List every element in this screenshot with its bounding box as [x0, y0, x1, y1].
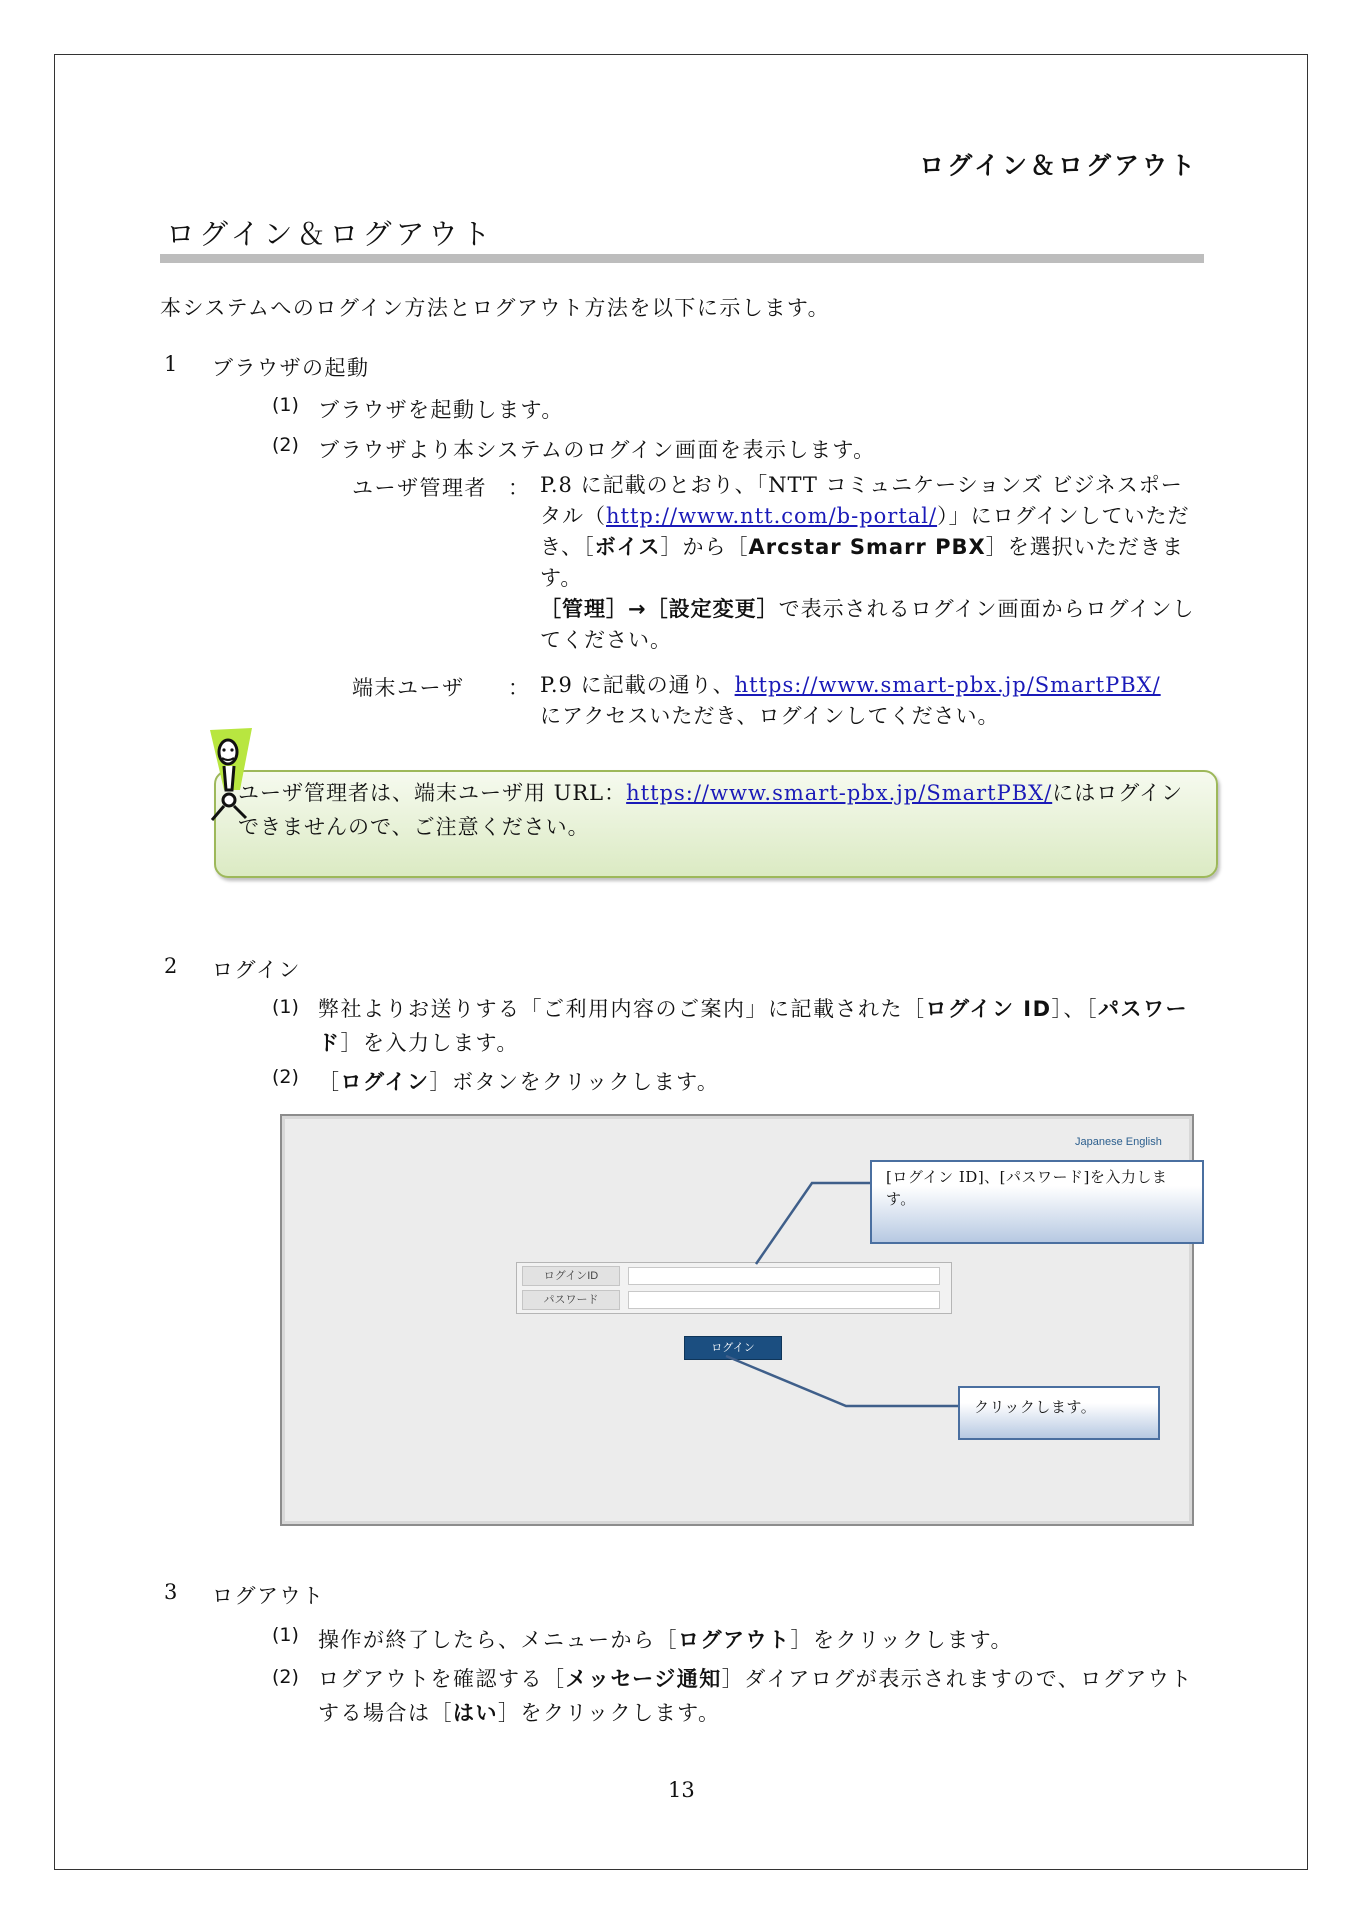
step3-text-4: ］ダイアログが表示されますので、ログアウトする場合は［ [318, 1667, 1193, 1725]
step1-item2-text: ブラウザより本システムのログイン画面を表示します。 [318, 438, 876, 462]
step2-text-1: 弊社よりお送りする「ご利用内容のご案内」に記載された［ [318, 997, 926, 1021]
step3-bold-yes: はい [453, 1701, 498, 1725]
note-text-2: にはログインできませんので、ご注意ください。 [238, 781, 1184, 839]
step2-text-2: ］、［ [1051, 997, 1099, 1021]
terminal-label: 端末ユーザ [352, 676, 465, 700]
step3-text-5: ］をクリックします。 [498, 1701, 721, 1725]
step1-number: 1 [164, 352, 178, 376]
step2-text-3: ］を入力します。 [340, 1031, 519, 1055]
step2-text-4: ［ [318, 1070, 341, 1094]
step3-bold-logout: ログアウト [678, 1628, 791, 1652]
step2-item1-number: (1) [272, 996, 299, 1018]
step3-item1-text [318, 1624, 1013, 1654]
admin-text-2: ）」にログインしていただき、［ [540, 504, 1190, 559]
business-portal-link[interactable]: http://www.ntt.com/b-portal/ [606, 504, 938, 528]
step2-bold-login-id: ログイン ID [925, 997, 1052, 1021]
step3-item2-text [318, 1662, 1204, 1730]
step1-item1-number: (1) [272, 394, 299, 416]
admin-text-1: P.8 に記載のとおり、「NTT コミュニケーションズ ビジネスポータル（ [540, 473, 1183, 528]
step3-title: ログアウト [212, 1584, 325, 1608]
step2-item2-number: (2) [272, 1066, 299, 1088]
step2-title: ログイン [212, 958, 301, 982]
step3-text-3: ログアウトを確認する［ [318, 1667, 566, 1691]
step3-item2-number: (2) [272, 1666, 299, 1688]
step3-text-2: ］をクリックします。 [790, 1628, 1013, 1652]
step3-bold-message: メッセージ通知 [565, 1667, 722, 1691]
page-number: 13 [668, 1778, 695, 1802]
callout-enter-credentials: [ログイン ID]、[パスワード]を入力します。 [870, 1160, 1204, 1244]
admin-bold-product: Arcstar Smarr PBX [748, 535, 986, 559]
step2-bold-login: ログイン [340, 1070, 430, 1094]
step1-item2-number: (2) [272, 434, 299, 456]
step3-number: 3 [164, 1580, 178, 1604]
header-title: ログイン＆ログアウト [919, 151, 1198, 180]
intro-text: 本システムへのログイン方法とログアウト方法を以下に示します。 [160, 296, 831, 320]
login-id-label: ログインID [522, 1266, 620, 1286]
admin-label: ユーザ管理者 [352, 476, 487, 500]
admin-bold-menu: ［管理］→［設定変更］ [540, 597, 779, 621]
admin-text-4: ］を選択いただきます。 [540, 535, 1184, 590]
section-title: ログイン＆ログアウト [166, 217, 495, 251]
note-smartpbx-link[interactable]: https://www.smart-pbx.jp/SmartPBX/ [626, 781, 1053, 805]
step2-bold-password: パスワード [318, 997, 1189, 1055]
language-switch[interactable]: Japanese English [1075, 1136, 1162, 1148]
admin-colon: ： [508, 476, 531, 500]
step3-text-1: 操作が終了したら、メニューから［ [318, 1628, 678, 1652]
terminal-text-1: P.9 に記載の通り、 [540, 673, 735, 697]
step2-number: 2 [164, 954, 178, 978]
terminal-colon: ： [508, 676, 531, 700]
smartpbx-link[interactable]: https://www.smart-pbx.jp/SmartPBX/ [734, 673, 1161, 697]
admin-bold-voice: ボイス [594, 535, 661, 559]
password-label: パスワード [522, 1290, 620, 1310]
note-text-1: ユーザ管理者は、端末ユーザ用 URL： [238, 781, 627, 805]
step3-item1-number: (1) [272, 1624, 299, 1646]
login-button[interactable]: ログイン [684, 1336, 782, 1360]
step2-text-5: ］ボタンをクリックします。 [429, 1070, 720, 1094]
admin-text-3: ］から［ [660, 535, 749, 559]
step1-title: ブラウザの起動 [212, 356, 370, 380]
admin-text-5: で表示されるログイン画面からログインしてください。 [540, 597, 1195, 652]
callout-click: クリックします。 [958, 1386, 1160, 1440]
terminal-text-2: にアクセスいただき、ログインしてください。 [540, 704, 1000, 728]
step1-item1-text: ブラウザを起動します。 [318, 398, 564, 422]
